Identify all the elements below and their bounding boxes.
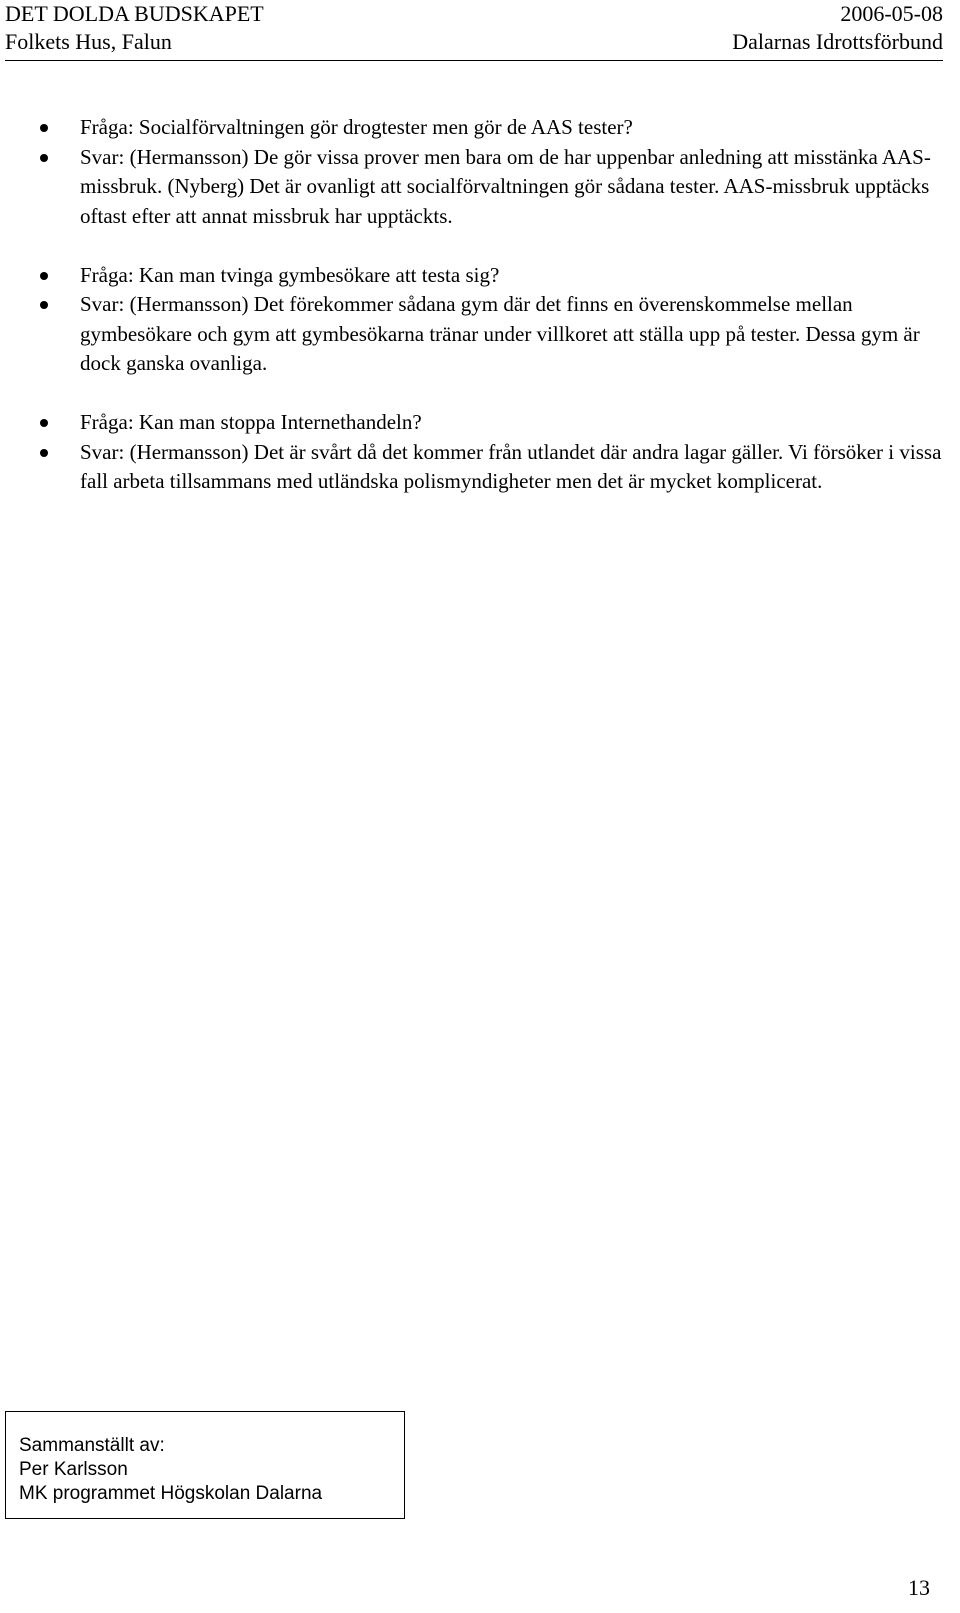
bullet-icon <box>40 124 48 132</box>
qa-answer <box>0 143 960 232</box>
bullet-icon <box>40 154 48 162</box>
document-date: 2006-05-08 <box>840 1 943 26</box>
bullet-icon <box>40 449 48 457</box>
bullet-icon <box>40 301 48 309</box>
qa-answer <box>0 438 960 497</box>
question-text: Fråga: Kan man stoppa Internethandeln? <box>80 410 422 434</box>
page-number: 13 <box>908 1575 930 1600</box>
organizer: Dalarnas Idrottsförbund <box>732 29 943 54</box>
page-header <box>5 0 943 56</box>
qa-question <box>0 408 960 438</box>
author-name: Per Karlsson <box>19 1459 128 1480</box>
document-title: DET DOLDA BUDSKAPET <box>5 1 264 26</box>
author-label: Sammanställt av: <box>19 1435 165 1456</box>
qa-list <box>0 113 960 497</box>
header-divider <box>5 60 943 61</box>
qa-spacer <box>0 231 960 261</box>
question-text: Fråga: Socialförvaltningen gör drogtester men gör de AAS tester? <box>80 115 633 139</box>
qa-spacer <box>0 379 960 409</box>
bullet-icon <box>40 272 48 280</box>
header-row-top <box>5 0 943 28</box>
header-row-bottom <box>5 28 943 56</box>
bullet-icon <box>40 419 48 427</box>
qa-answer <box>0 290 960 379</box>
author-box <box>5 1411 405 1519</box>
answer-text: Svar: (Hermansson) De gör vissa prover men bara om de har uppenbar anledning att misstänka AAS-missbruk. (Nyberg) Det är ovanligt att socialförvaltningen gör sådana tester. AAS-missbruk upptäcks oftast efter att annat missbruk har upptäckts. <box>80 144 931 228</box>
question-text: Fråga: Kan man tvinga gymbesökare att testa sig? <box>80 262 500 287</box>
venue: Folkets Hus, Falun <box>5 29 172 54</box>
author-affiliation: MK programmet Högskolan Dalarna <box>19 1483 323 1504</box>
qa-question <box>0 113 960 143</box>
answer-text: Svar: (Hermansson) Det är svårt då det kommer från utlandet där andra lagar gäller. Vi försöker i vissa fall arbeta tillsammans med utländska polismyndigheter men det är mycket komplicerat. <box>80 439 942 493</box>
answer-text: Svar: (Hermansson) Det förekommer sådana gym där det finns en överenskommelse mellan gymbesökare och gym att gymbesökarna tränar under villkoret att ställa upp på tester. Dessa gym är dock ganska ovanliga. <box>80 292 920 375</box>
qa-question <box>0 261 960 291</box>
